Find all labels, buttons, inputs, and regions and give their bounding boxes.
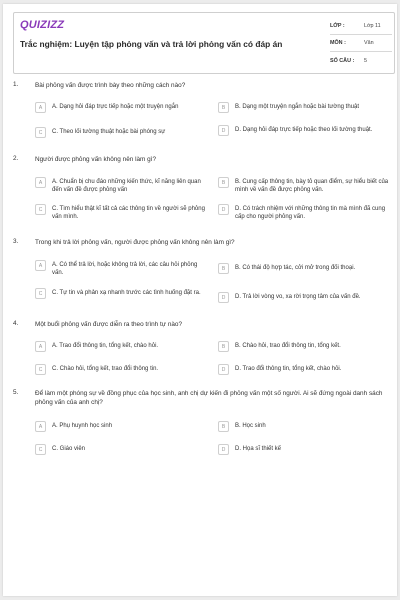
option-a[interactable] xyxy=(35,102,215,113)
option-letter-box: C xyxy=(35,288,46,299)
option-d[interactable] xyxy=(218,125,398,136)
option-letter-box: C xyxy=(35,127,46,138)
option-text: B. Có thái độ hợp tác, cởi mở trong đối thoại. xyxy=(235,265,356,271)
option-letter-box: D xyxy=(218,292,229,303)
worksheet-header xyxy=(13,12,395,74)
option-text: C. Giáo viên xyxy=(52,446,86,452)
meta-row-count xyxy=(330,52,392,69)
option-letter-box: C xyxy=(35,444,46,455)
meta-row-subject xyxy=(330,35,392,52)
option-d[interactable] xyxy=(218,204,398,221)
option-d[interactable] xyxy=(218,364,398,375)
option-letter-box: B xyxy=(218,341,229,352)
question-text: Một buổi phỏng vấn được diễn ra theo trình tự nào? xyxy=(35,321,183,328)
question-number: 3. xyxy=(13,238,19,245)
option-text: C. Tự tin và phản xạ nhanh trước các tình huống đặt ra. xyxy=(52,290,201,296)
meta-label: SỐ CÂU : xyxy=(330,57,355,64)
quizizz-logo: QUIZIZZ xyxy=(20,19,65,31)
option-text: C. Theo lối tường thuật hoặc bài phóng sự xyxy=(52,129,166,135)
question-number: 5. xyxy=(13,389,19,396)
option-letter-box: B xyxy=(218,177,229,188)
meta-value: 5 xyxy=(364,57,367,64)
question-text: Bài phỏng vấn được trình bày theo những cách nào? xyxy=(35,82,186,89)
option-a[interactable] xyxy=(35,260,215,277)
meta-value: Lớp 11 xyxy=(364,23,381,29)
option-text: A. Chuẩn bị chu đáo những kiến thức, kĩ năng liên quan đến vấn đề được phỏng vấn xyxy=(52,179,201,193)
option-letter-box: B xyxy=(218,263,229,274)
option-letter-box: D xyxy=(218,364,229,375)
meta-label: MÔN : xyxy=(330,40,346,46)
option-b[interactable] xyxy=(218,102,398,113)
option-text: C. Tìm hiểu thật kĩ tất cả các thông tin về người sẽ phỏng vấn mình. xyxy=(52,206,205,220)
option-text: A. Trao đổi thông tin, tổng kết, chào hỏi. xyxy=(52,343,159,349)
meta-row-class xyxy=(330,18,392,35)
option-b[interactable] xyxy=(218,341,398,352)
option-text: C. Chào hỏi, tổng kết, trao đổi thông tin. xyxy=(52,366,159,372)
question-number: 2. xyxy=(13,155,19,162)
option-a[interactable] xyxy=(35,177,215,194)
option-b[interactable] xyxy=(218,263,398,274)
option-c[interactable] xyxy=(35,364,215,375)
option-letter-box: B xyxy=(218,102,229,113)
meta-table xyxy=(330,18,392,69)
option-letter-box: A xyxy=(35,421,46,432)
option-c[interactable] xyxy=(35,288,215,299)
question-text: Trong khi trả lời phỏng vấn, người được phỏng vấn không nên làm gì? xyxy=(35,239,235,246)
option-text: B. Cung cấp thông tin, bày tỏ quan điểm, sự hiểu biết của mình về vấn đề được phỏng vấn. xyxy=(235,179,389,193)
option-letter-box: C xyxy=(35,204,46,215)
option-c[interactable] xyxy=(35,444,215,455)
option-letter-box: D xyxy=(218,444,229,455)
option-text: A. Dạng hỏi đáp trực tiếp hoặc một truyện ngắn xyxy=(52,104,179,110)
option-text: D. Trả lời vòng vo, xa rời trọng tâm của vấn đề. xyxy=(235,294,361,300)
option-d[interactable] xyxy=(218,444,398,455)
option-text: D. Họa sĩ thiết kế xyxy=(235,446,282,452)
option-d[interactable] xyxy=(218,292,398,303)
option-b[interactable] xyxy=(218,177,398,194)
option-text: B. Dạng một truyện ngắn hoặc bài tường thuật xyxy=(235,104,360,110)
question-number: 4. xyxy=(13,320,19,327)
option-letter-box: A xyxy=(35,177,46,188)
option-text: B. Học sinh xyxy=(235,423,266,429)
option-a[interactable] xyxy=(35,341,215,352)
meta-value: Văn xyxy=(364,40,374,46)
option-letter-box: D xyxy=(218,125,229,136)
option-a[interactable] xyxy=(35,421,215,432)
option-text: D. Trao đổi thông tin, tổng kết, chào hỏi. xyxy=(235,366,342,372)
worksheet-title: Trắc nghiệm: Luyện tập phỏng vấn và trả lời phỏng vấn có đáp án xyxy=(20,39,283,49)
option-b[interactable] xyxy=(218,421,398,432)
option-letter-box: A xyxy=(35,260,46,271)
option-text: D. Dạng hỏi đáp trực tiếp hoặc theo lối tường thuật. xyxy=(235,127,373,133)
option-letter-box: C xyxy=(35,364,46,375)
option-text: A. Có thể trả lời, hoặc không trả lời, các câu hỏi phỏng vấn. xyxy=(52,262,198,276)
option-c[interactable] xyxy=(35,204,215,221)
option-letter-box: A xyxy=(35,102,46,113)
option-letter-box: A xyxy=(35,341,46,352)
question-number: 1. xyxy=(13,81,19,88)
meta-label: LỚP : xyxy=(330,23,345,29)
question-text: Để làm một phóng sự về đồng phục của học sinh, anh chị dự kiến đi phỏng vấn một số người. Ai sẽ đứng ngoài danh sách phỏng vấn của anh chị? xyxy=(35,390,383,406)
option-letter-box: B xyxy=(218,421,229,432)
option-text: D. Có trách nhiệm với những thông tin mà mình đã cung cấp cho người phỏng vấn. xyxy=(235,206,386,220)
option-text: B. Chào hỏi, trao đổi thông tin, tổng kết. xyxy=(235,343,341,349)
option-c[interactable] xyxy=(35,127,215,138)
option-text: A. Phụ huynh học sinh xyxy=(52,423,113,429)
option-letter-box: D xyxy=(218,204,229,215)
question-text: Người được phỏng vấn không nên làm gì? xyxy=(35,156,157,163)
worksheet-page xyxy=(3,4,397,596)
